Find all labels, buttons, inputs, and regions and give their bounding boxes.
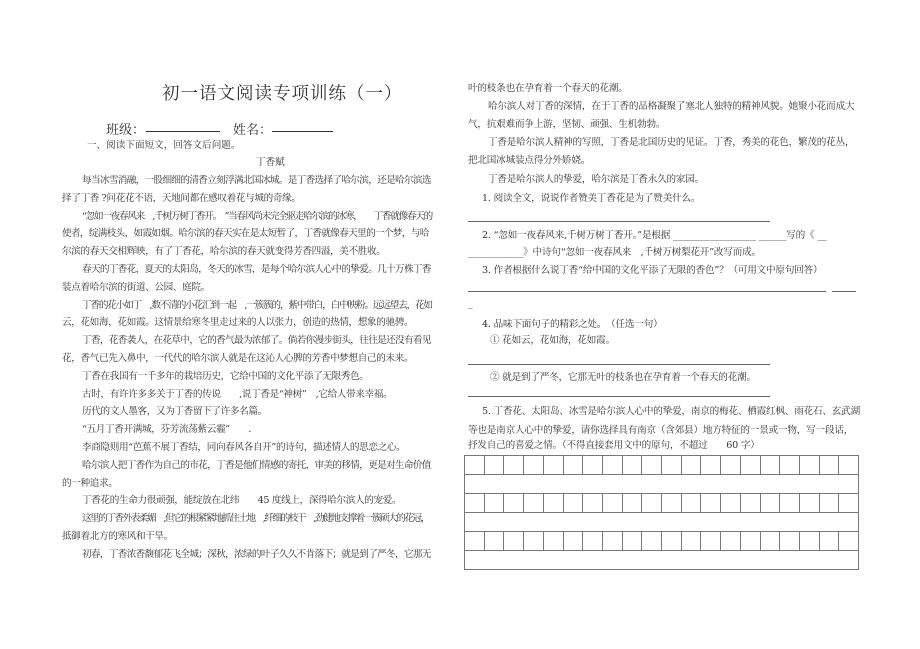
grid-cell[interactable] [583, 494, 603, 512]
article-line: 春天的丁香花，夏天的太阳岛，冬天的冰雪，是每个哈尔滨人心中的挚爱。几十万株丁香 [82, 264, 431, 275]
grid-cell[interactable] [603, 532, 623, 550]
article-line: 使者，绽满枝头，如霞如烟。哈尔滨的春天实在是太短暂了，丁香就像春天里的一个梦，与哈 [62, 228, 429, 240]
grid-cell[interactable] [564, 494, 584, 512]
article-title: 丁香赋 [256, 157, 285, 168]
article-line: 叶的枝条也在孕育着一个春天的花潮。 [468, 83, 628, 94]
grid-cell[interactable] [583, 456, 603, 474]
question-4-option-1: ① 花如云，花如海，花如霞。 [490, 335, 615, 346]
grid-cell[interactable] [544, 456, 564, 474]
grid-cell[interactable] [721, 532, 741, 550]
grid-cell[interactable] [682, 494, 702, 512]
grid-cell[interactable] [524, 494, 544, 512]
grid-cell[interactable] [603, 494, 623, 512]
grid-cell[interactable] [780, 494, 800, 512]
grid-cell[interactable] [780, 456, 800, 474]
grid-cell[interactable] [761, 494, 781, 512]
grid-cell[interactable] [839, 532, 859, 550]
answer-line-q3-extra[interactable] [832, 291, 856, 292]
article-line: 初春，丁香浓香馥郁花飞全城；深秋，浓绿的叶子久久不肯落下；就是到了严冬，它那无 [82, 548, 431, 560]
grid-cell[interactable] [741, 494, 761, 512]
article-line: 每当冰雪消融，一股细细的清香立刻浮满北国冰城。是丁香选择了哈尔滨，还是哈尔滨选 [82, 175, 431, 186]
page-title: 初一语文阅读专项训练（一） [162, 84, 403, 104]
name-label: 姓名： [233, 123, 273, 138]
grid-cell[interactable] [780, 532, 800, 550]
grid-cell[interactable] [820, 494, 840, 512]
article-line: 丁香，花香袭人，在花草中，它的香气最为浓郁了。倘若你漫步街头，往往是还没有看见 [82, 335, 431, 347]
grid-cell[interactable] [623, 494, 643, 512]
answer-line-q4-2[interactable] [468, 396, 770, 397]
question-5-line-1: 5. 丁香花、太阳岛、冰雪是哈尔滨人心中的挚爱，南京的梅花、栖霞红枫、雨花石、玄武湖 [482, 406, 860, 417]
grid-cell[interactable] [642, 456, 662, 474]
grid-cell[interactable] [623, 532, 643, 550]
question-2-line-1: 2. “忽如一夜春风来,千树万树丁香开。”是根据 __________________ ______写的《 __ [482, 230, 827, 241]
grid-cell[interactable] [485, 494, 505, 512]
article-line: 抵御着北方的寒风和干旱。 [62, 531, 173, 542]
article-line: 这里的丁香外表柔媚 ,但它的根紧紧地抓住土地 ,纤细的枝干 ,劲健地支撑着一簇硕大的花冠， [82, 513, 429, 525]
grid-cell[interactable] [485, 532, 505, 550]
question-2-line-2: ____________》中诗句“忽如一夜春风来 ,千树万树梨花开”改写而成。 [468, 247, 761, 258]
grid-cell[interactable] [504, 456, 524, 474]
section-instruction: 一、阅读下面短文，回答文后问题。 [87, 140, 241, 151]
grid-cell[interactable] [839, 456, 859, 474]
grid-spacer-row [465, 513, 859, 532]
article-line: 哈尔滨人对丁香的深情，在于丁香的品格凝聚了塞北人独特的精神风貌。她聚小花而成大 [488, 101, 855, 112]
article-line: 古时，有许许多多关于丁香的传说 ,说丁香是“神树” ,它给人带来幸福。 [82, 388, 393, 400]
article-line: 丁香是哈尔滨人精神的写照，丁香是北国历史的见证。丁香，秀美的花色，繁茂的花丛， [488, 137, 855, 148]
grid-cell[interactable] [524, 456, 544, 474]
grid-cell[interactable] [504, 494, 524, 512]
article-line: 气，抗艰难而争上游，坚韧、顽强、生机勃勃。 [468, 119, 666, 130]
name-input-line[interactable] [272, 131, 333, 132]
grid-cell[interactable] [741, 456, 761, 474]
grid-cell[interactable] [839, 494, 859, 512]
grid-cell[interactable] [662, 532, 682, 550]
answer-line-q4-1[interactable] [468, 364, 770, 365]
grid-cell[interactable] [820, 532, 840, 550]
article-line: 丁香是哈尔滨人的挚爱，哈尔滨是丁香永久的家园。 [488, 174, 705, 185]
article-line: “五月丁香开满城，芬芳流荡紫云霾” . [82, 424, 251, 436]
article-line: 丁香花的生命力很顽强，能绽放在北纬 45 度线上，深得哈尔滨人的宠爱。 [82, 495, 402, 507]
grid-cell[interactable] [564, 456, 584, 474]
grid-cell[interactable] [800, 494, 820, 512]
grid-cell[interactable] [820, 456, 840, 474]
grid-cell[interactable] [465, 494, 485, 512]
article-line: 丁香在我国有一千多年的栽培历史，它给中国的文化平添了无限秀色。 [82, 370, 369, 382]
article-line: 尔滨的春天交相辉映，有了丁香花，哈尔滨的春天就变得芳香四溢，美不胜收。 [62, 246, 386, 258]
answer-line-q3[interactable] [468, 291, 826, 292]
grid-cell[interactable] [485, 456, 505, 474]
article-line: 历代的文人墨客，又为丁香留下了许多名篇。 [82, 406, 267, 418]
article-line: 丁香的花小如丁 ,数不清的小花汇到一起 ,一簇簇的，紫中带白，白中映粉。远远望去，花如 [82, 299, 432, 311]
article-line: “忽如一夜春风来 ,千树万树丁香开。 ”当春风尚未完全驱走哈尔滨的冰寒， 丁香就像春天的 [82, 210, 432, 222]
grid-cell[interactable] [465, 532, 485, 550]
grid-cell[interactable] [662, 494, 682, 512]
article-line: 李商隐则用“芭蕉不展丁香结，同向春风各自开”的诗句，描述情人的思恋之心。 [82, 442, 406, 453]
class-label: 班级： [106, 123, 146, 138]
grid-cell[interactable] [701, 494, 721, 512]
grid-cell[interactable] [701, 532, 721, 550]
article-line: 的一种追求。 [62, 477, 118, 489]
question-3: 3. 作者根据什么说丁香“给中国的文化平添了无限的香色”？（可用文中原句回答） [482, 265, 823, 276]
grid-spacer-row [465, 475, 859, 494]
question-4-option-2: ② 就是到了严冬，它那无叶的枝条也在孕育着一个春天的花潮。 [490, 372, 756, 383]
grid-cell[interactable] [662, 456, 682, 474]
grid-cell[interactable] [721, 494, 741, 512]
grid-cell[interactable] [741, 532, 761, 550]
answer-line-q1[interactable] [468, 221, 770, 222]
grid-cell[interactable] [524, 532, 544, 550]
class-input-line[interactable] [146, 131, 220, 132]
article-line: 花，香气已先入鼻中，一代代的哈尔滨人就是在这沁人心脾的芳香中梦想自己的未来。 [62, 353, 414, 364]
grid-cell[interactable] [701, 456, 721, 474]
grid-cell[interactable] [800, 456, 820, 474]
article-line: 云，花如海，花如霞。这情景给寒冬里走过来的人以张力，创造的热情，想象的驰骋。 [62, 317, 414, 329]
grid-cell[interactable] [465, 456, 485, 474]
grid-cell[interactable] [682, 456, 702, 474]
grid-box-row [465, 494, 859, 513]
grid-cell[interactable] [721, 456, 741, 474]
grid-cell[interactable] [504, 532, 524, 550]
grid-cell[interactable] [603, 456, 623, 474]
article-line: 把北国冰城装点得分外娇娆。 [468, 155, 591, 166]
grid-cell[interactable] [761, 456, 781, 474]
article-line: 哈尔滨人把丁香作为自己的市花，丁香是他们情感的寄托，审美的移情，更是对生命价值 [82, 459, 431, 471]
answer-writing-grid[interactable] [464, 455, 859, 570]
question-5-line-3: 抒发自己的喜爱之情。（不得直接套用文中的原句，不超过 60 字） [468, 440, 760, 451]
grid-cell[interactable] [544, 532, 564, 550]
grid-cell[interactable] [583, 532, 603, 550]
grid-box-row [465, 456, 859, 475]
article-line: 装点着哈尔滨的街道、公园、庭院。 [62, 281, 210, 293]
grid-cell[interactable] [642, 494, 662, 512]
grid-spacer-row [465, 551, 859, 570]
grid-cell[interactable] [642, 532, 662, 550]
grid-cell[interactable] [544, 494, 564, 512]
grid-cell[interactable] [564, 532, 584, 550]
grid-box-row [465, 532, 859, 551]
question-4: 4. 品味下面句子的精彩之处。 （任选一句） [482, 319, 663, 330]
grid-cell[interactable] [682, 532, 702, 550]
article-line: 择了丁香 ?问花花不语，天地间都在感叹着花与城的奇缘。 [62, 192, 301, 204]
grid-cell[interactable] [800, 532, 820, 550]
question-1: 1. 阅读全文，说说作者赞美丁香花是为了赞美什么。 [482, 193, 701, 204]
grid-cell[interactable] [623, 456, 643, 474]
question-5-line-2: 等也是南京人心中的挚爱，请你选择具有南京（含郊县）地方特征的一景或一物，写一段话， [468, 425, 854, 436]
question-3-tail: _ [468, 298, 473, 309]
grid-cell[interactable] [761, 532, 781, 550]
